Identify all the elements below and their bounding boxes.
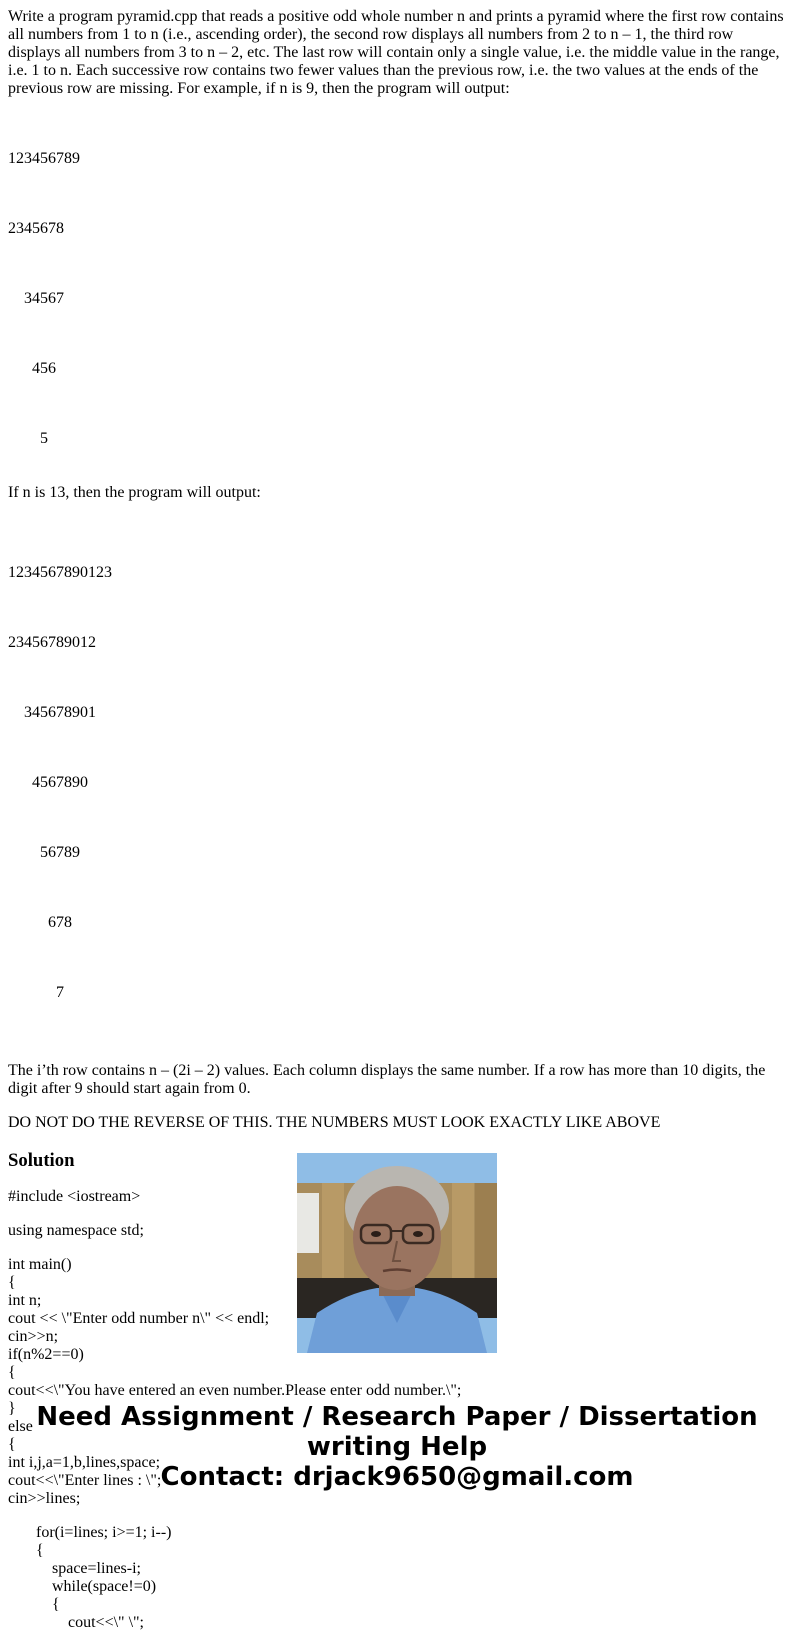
- code-line: }: [8, 1400, 16, 1417]
- footer-contact-email: Contact: drjack9650@gmail.com: [160, 1462, 634, 1492]
- footer-line-1: Need Assignment / Research Paper / Dissertation: [36, 1402, 758, 1432]
- code-blank-line: [8, 1508, 786, 1524]
- pyramid-row: 345678901: [8, 704, 96, 721]
- pyramid-row: 456: [8, 360, 56, 377]
- solution-heading: Solution: [8, 1150, 75, 1171]
- code-line: space=lines-i;: [8, 1560, 141, 1577]
- question-intro: Write a program pyramid.cpp that reads a positive odd whole number n and prints a pyramid where the first row contains all numbers from 1 to n (i.e., ascending order), the second row displays all numbers from 2 to n – 1, the third row displays all numbers from 3 to n – 2, etc. The last row will contain only a single value, i.e. the middle value in the range, i.e. 1 to n. Each successive row contains two fewer values than the previous row, i.e. the two values at the ends of the previous row are missing. For example, if n is 9, then the program will output:: [8, 8, 784, 97]
- pyramid-row: 1234567890123: [8, 564, 112, 581]
- pyramid-row: 2345678: [8, 220, 64, 237]
- pyramid-row: 23456789012: [8, 634, 96, 651]
- contact-footer: [0, 1402, 794, 1492]
- code-line: cin>>n;: [8, 1328, 59, 1345]
- question-rule-text: The i’th row contains n – (2i – 2) values. Each column displays the same number. If a row has more than 10 digits, the digit after 9 should start again from 0.: [8, 1062, 766, 1097]
- code-line: using namespace std;: [8, 1222, 144, 1239]
- pyramid-row: 4567890: [8, 774, 88, 791]
- code-line: int i,j,a=1,b,lines,space;: [8, 1454, 161, 1471]
- code-line: if(n%2==0): [8, 1346, 84, 1363]
- pyramid-row: 7: [8, 984, 64, 1001]
- code-line: #include <iostream>: [8, 1188, 141, 1205]
- code-line: cout << \"Enter odd number n\" << endl;: [8, 1310, 270, 1327]
- code-line: int n;: [8, 1292, 42, 1309]
- question-warning: DO NOT DO THE REVERSE OF THIS. THE NUMBERS MUST LOOK EXACTLY LIKE ABOVE: [8, 1114, 661, 1131]
- pyramid-13-caption: If n is 13, then the program will output:: [8, 484, 261, 501]
- code-line: int main(): [8, 1256, 72, 1273]
- code-line: cout<<\" \";: [8, 1614, 144, 1631]
- code-line: else: [8, 1418, 33, 1435]
- pyramid-example-9: [8, 114, 786, 484]
- pyramid-example-13: [8, 528, 786, 1054]
- avatar-portrait-image: [297, 1153, 497, 1353]
- code-line: {: [8, 1436, 16, 1453]
- code-line: cout<<\"Enter lines : \";: [8, 1472, 162, 1489]
- pyramid-row: 56789: [8, 844, 80, 861]
- avatar: [297, 1153, 497, 1353]
- pyramid-row: 5: [8, 430, 48, 447]
- code-line: cout<<\"You have entered an even number.Please enter odd number.\";: [8, 1382, 462, 1399]
- code-line: {: [8, 1274, 16, 1291]
- question-section: [8, 8, 786, 1132]
- pyramid-row: 123456789: [8, 150, 80, 167]
- footer-line-2: writing Help: [306, 1432, 488, 1462]
- code-line: {: [8, 1542, 44, 1559]
- code-line: {: [8, 1364, 16, 1381]
- pyramid-row: 678: [8, 914, 72, 931]
- pyramid-row: 34567: [8, 290, 64, 307]
- code-line: while(space!=0): [8, 1578, 157, 1595]
- code-line: cin>>lines;: [8, 1490, 81, 1507]
- code-line: for(i=lines; i>=1; i--): [8, 1524, 172, 1541]
- code-line: {: [8, 1596, 60, 1613]
